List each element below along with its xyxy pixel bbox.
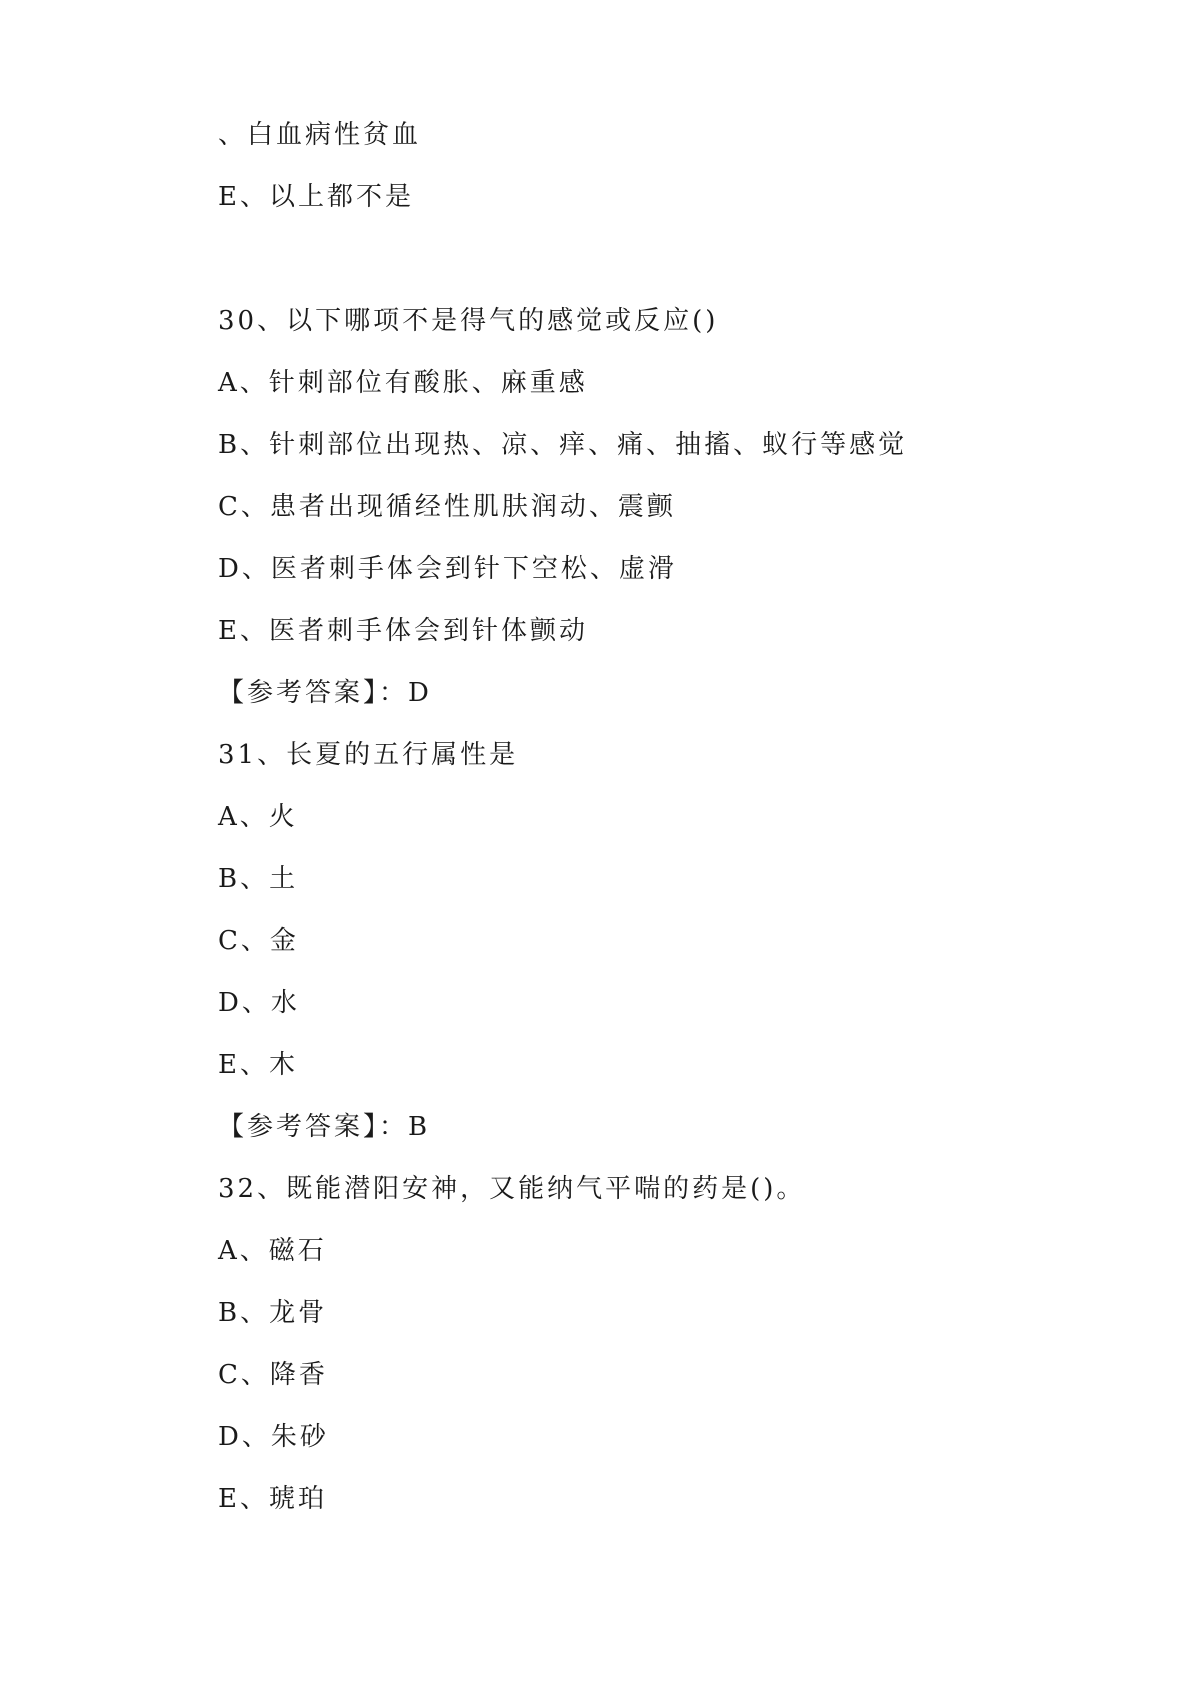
q30-option-c: C、患者出现循经性肌肤润动、震颤	[218, 492, 676, 522]
q32-stem: 32、既能潜阳安神，又能纳气平喘的药是()。	[218, 1174, 806, 1204]
q30-answer: 【参考答案】：D	[218, 678, 432, 708]
q31-option-c: C、金	[218, 926, 299, 956]
prev-option-d: 、白血病性贫血	[218, 120, 422, 150]
q30-option-d: D、医者刺手体会到针下空松、虚滑	[218, 554, 677, 584]
q30-option-e: E、医者刺手体会到针体颤动	[218, 616, 588, 646]
q31-answer: 【参考答案】：B	[218, 1112, 431, 1142]
q30-option-b: B、针刺部位出现热、凉、痒、痛、抽搐、蚁行等感觉	[218, 430, 908, 460]
q31-option-b: B、土	[218, 864, 299, 894]
q32-option-e: E、琥珀	[218, 1484, 327, 1514]
q32-option-a: A、磁石	[218, 1236, 327, 1266]
q31-stem: 31、长夏的五行属性是	[218, 740, 519, 770]
q31-option-d: D、水	[218, 988, 300, 1018]
q30-stem: 30、以下哪项不是得气的感觉或反应()	[218, 306, 719, 336]
q32-option-c: C、降香	[218, 1360, 328, 1390]
prev-option-e: E、以上都不是	[218, 182, 414, 212]
q32-option-b: B、龙骨	[218, 1298, 328, 1328]
q30-option-a: A、针刺部位有酸胀、麻重感	[218, 368, 588, 398]
q31-option-a: A、火	[218, 802, 298, 832]
q31-option-e: E、木	[218, 1050, 298, 1080]
q32-option-d: D、朱砂	[218, 1422, 329, 1452]
